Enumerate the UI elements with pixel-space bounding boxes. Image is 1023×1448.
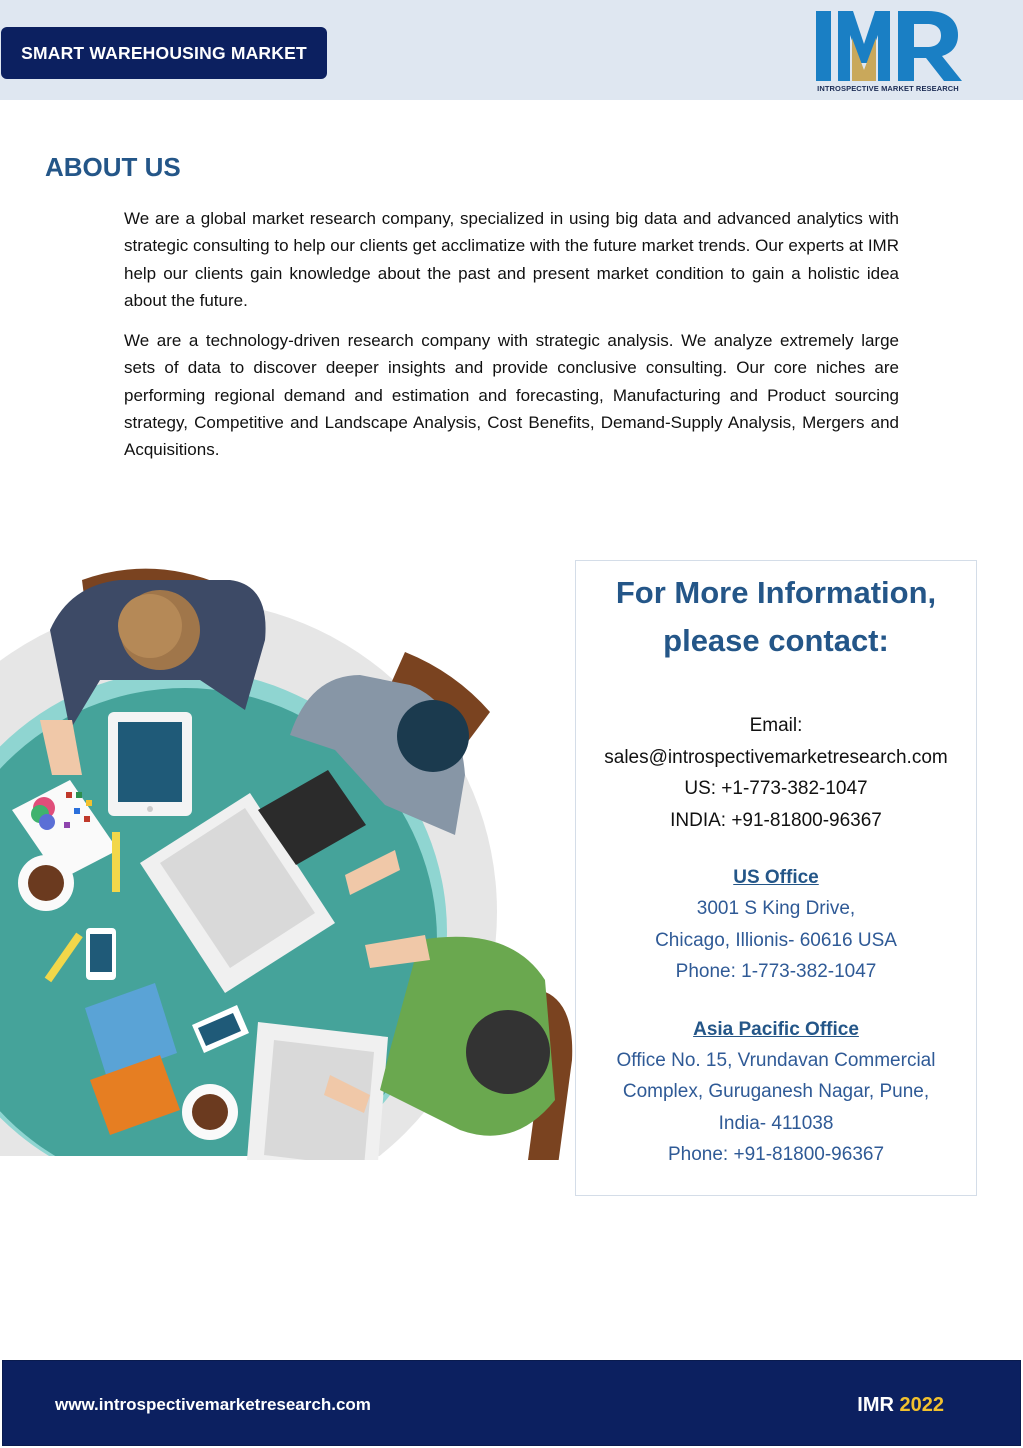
- footer-brand-name: IMR: [857, 1394, 894, 1416]
- about-paragraph-2: We are a technology-driven research company with strategic analysis. We analyze extremely large sets of data to discover deeper insights and provide conclusive consulting. Our core niches are performing regional demand and estimation and forecasting, Manufacturing and Product sourcing strategy, Competitive and Landscape Analysis, Cost Benefits, Demand-Supply Analysis, Mergers and Acquisitions.: [124, 331, 899, 460]
- email-address[interactable]: sales@introspectivemarketresearch.com: [604, 746, 948, 768]
- contact-heading-line-1: For More Information,: [615, 575, 937, 610]
- asia-office-phone: Phone: +91-81800-96367: [667, 1144, 885, 1165]
- contact-details: [576, 710, 976, 836]
- contact-box: [575, 560, 977, 1196]
- asia-office-address-3: India- 411038: [718, 1112, 834, 1134]
- footer-year: 2022: [899, 1394, 944, 1416]
- us-phone: US: +1-773-382-1047: [684, 778, 868, 799]
- asia-office-address-1: Office No. 15, Vrundavan Commercial: [616, 1049, 936, 1071]
- about-body: [124, 205, 899, 477]
- footer-bar: [2, 1360, 1021, 1446]
- footer-brand: [857, 1394, 944, 1417]
- us-office-address-2: Chicago, Illionis- 60616 USA: [655, 929, 897, 951]
- india-phone: INDIA: +91-81800-96367: [670, 809, 882, 831]
- asia-office-address-2: Complex, Guruganesh Nagar, Pune,: [622, 1081, 930, 1102]
- contact-heading-line-2: please contact:: [663, 623, 889, 658]
- contact-heading: [576, 569, 976, 665]
- us-office-title: US Office: [733, 867, 819, 888]
- imr-logo: [812, 8, 964, 96]
- about-paragraph-1: We are a global market research company, specialized in using big data and advanced analytics with strategic consulting to help our clients get acclimatize with the future market trends. Our experts at IMR help our clients gain knowledge about the past and present market condition to gain a holistic idea about the future.: [124, 209, 899, 310]
- asia-office-title: Asia Pacific Office: [693, 1018, 859, 1040]
- team-meeting-illustration: [0, 560, 575, 1160]
- report-title-badge: SMART WAREHOUSING MARKET: [1, 27, 327, 79]
- about-title: ABOUT US: [45, 152, 181, 182]
- us-office-phone: Phone: 1-773-382-1047: [675, 961, 877, 982]
- us-office-address-1: 3001 S King Drive,: [696, 898, 856, 919]
- footer-website-link[interactable]: www.introspectivemarketresearch.com: [55, 1395, 371, 1414]
- email-label: Email:: [749, 715, 803, 736]
- logo-subtitle: INTROSPECTIVE MARKET RESEARCH: [817, 84, 959, 93]
